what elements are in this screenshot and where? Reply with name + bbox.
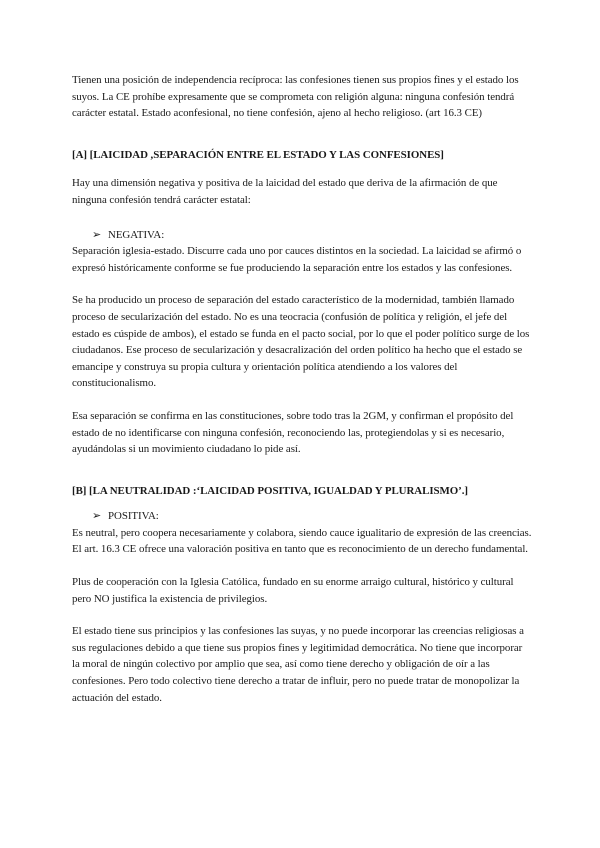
section-b-paragraph-3: El estado tiene sus principios y las confesiones las suyas, y no puede incorporar las creencias religiosas a sus regulaciones debido a que tiene sus propios fines y legitimidad democrática. No tiene que incorporar la moral de ningún colectivo por amplio que sea, así como tiene derecho y obligación de oír a las confesiones. Pero todo colectivo tiene derecho a tratar de influir, pero no puede tratar de monopolizar la actuación del estado. <box>72 625 524 704</box>
negativa-bullet <box>72 227 532 244</box>
section-a-heading: [A] [LAICIDAD ,SEPARACIÓN ENTRE EL ESTADO Y LAS CONFESIONES] <box>72 148 444 161</box>
positiva-label: POSITIVA: <box>108 510 159 523</box>
document-body <box>72 72 532 706</box>
section-a-lead: Hay una dimensión negativa y positiva de la laicidad del estado que deriva de la afirmación de que ninguna confesión tendrá carácter estatal: <box>72 177 498 206</box>
section-a-paragraph-2: Se ha producido un proceso de separación del estado característico de la modernidad, también llamado proceso de secularización del estado. No es una teocracia (confusión de política y religión, el jefe del estado es cúspide de ambos), el estado se funda en el pacto social, por lo que el poder político surge de los ciudadanos. Ese proceso de secularización y desacralización del orden político ha hecho que el estado se emancipe y construya su propia cultura y orientación política atendiendo a los valores del constitucionalismo. <box>72 294 530 390</box>
section-b-heading: [B] [LA NEUTRALIDAD :‘LAICIDAD POSITIVA, IGUALDAD Y PLURALISMO’.] <box>72 484 469 497</box>
negativa-label: NEGATIVA: <box>108 228 165 241</box>
section-a-paragraph-3: Esa separación se confirma en las constituciones, sobre todo tras la 2GM, y confirman el propósito del estado de no identificarse con ninguna confesión, reconociendo las, protegiendolas y si es necesario, ayudándolas si un movimiento ciudadano lo pide así. <box>72 409 514 456</box>
arrow-bullet-icon: ➢ <box>92 510 102 523</box>
arrow-bullet-icon: ➢ <box>92 228 102 241</box>
positiva-bullet <box>72 508 532 525</box>
intro-paragraph: Tienen una posición de independencia recíproca: las confesiones tienen sus propios fines y el estado los suyos. La CE prohíbe expresamente que se comprometa con religión alguna: ninguna confesión tendrá carácter estatal. Estado aconfesional, no tiene confesión, ajeno al hecho religioso. (art 16.3 CE) <box>72 74 519 120</box>
section-b-paragraph-2: Plus de cooperación con la Iglesia Católica, fundado en su enorme arraigo cultural, histórico y cultural pero NO justifica la existencia de privilegios. <box>72 576 514 605</box>
section-a-paragraph-1: Separación iglesia-estado. Discurre cada uno por cauces distintos en la sociedad. La laicidad se afirmó o expresó históricamente conforme se fue produciendo la separación entre los estados y las confesiones. <box>72 245 522 274</box>
section-b-paragraph-1: Es neutral, pero coopera necesariamente y colabora, siendo cauce igualitario de expresión de las creencias. El art. 16.3 CE ofrece una valoración positiva en tanto que es reconocimiento de un derecho fundamental. <box>72 526 532 556</box>
